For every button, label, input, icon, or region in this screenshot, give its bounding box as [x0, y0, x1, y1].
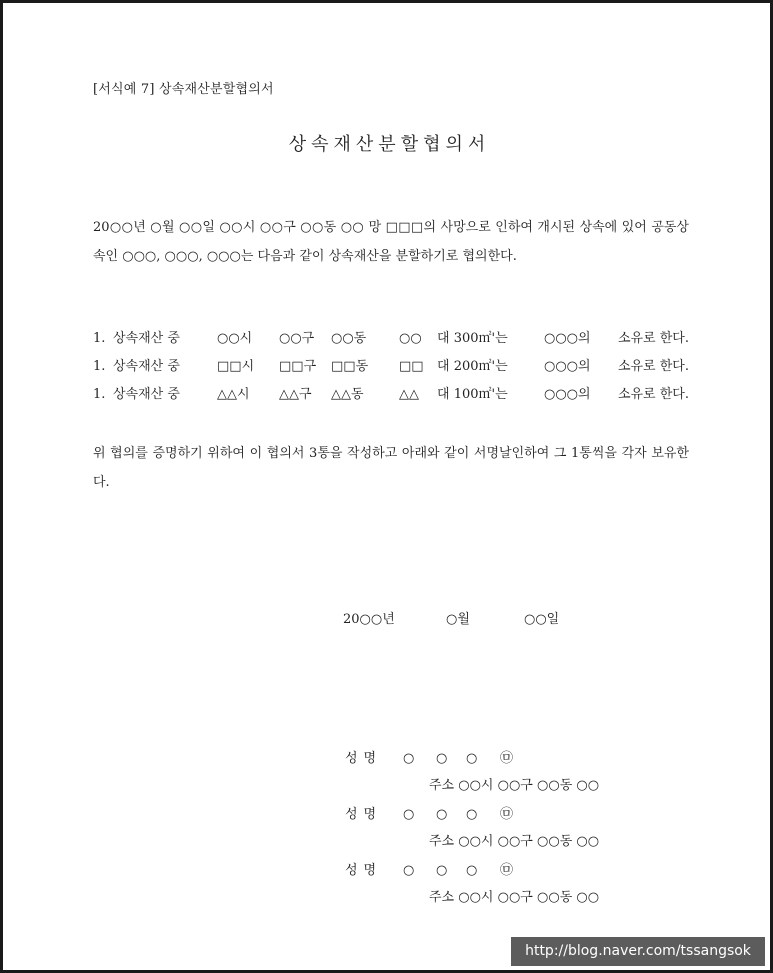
- item-city: ○○시: [217, 331, 253, 346]
- item-owner: ○○○의: [544, 331, 591, 346]
- item-area: 대 100㎡'는: [437, 387, 508, 402]
- item-district: □□구: [279, 359, 317, 374]
- name-placeholder: ○: [436, 751, 448, 766]
- estate-item-list: [93, 325, 689, 409]
- item-owner: ○○○의: [544, 387, 591, 402]
- date-month: ○월: [446, 612, 470, 627]
- signatory-block: [345, 802, 645, 856]
- name-label: 성명: [345, 807, 383, 822]
- item-number: 1.: [93, 387, 106, 402]
- item-city: △△시: [217, 387, 250, 402]
- item-city: □□시: [217, 359, 255, 374]
- name-placeholder: ○: [436, 807, 448, 822]
- seal-mark-icon: ㉤: [500, 863, 514, 878]
- item-district: ○○구: [279, 331, 315, 346]
- document-title: 상속재산분할협의서: [288, 134, 491, 155]
- item-neighborhood: □□동: [331, 359, 369, 374]
- item-ending: 소유로 한다.: [617, 359, 689, 374]
- item-subject: 상속재산 중: [113, 331, 180, 346]
- date-day: ○○일: [524, 612, 560, 627]
- item-ending: 소유로 한다.: [617, 331, 689, 346]
- signatory-address: 주소 ○○시 ○○구 ○○동 ○○: [429, 890, 600, 905]
- signatory-name-line: [345, 802, 645, 828]
- item-lot: □□: [399, 359, 424, 374]
- name-placeholder: ○: [403, 751, 415, 766]
- item-neighborhood: △△동: [331, 387, 364, 402]
- name-label: 성명: [345, 863, 383, 878]
- signatory-block: [345, 858, 645, 912]
- closing-paragraph: 위 협의를 증명하기 위하여 이 협의서 3통을 작성하고 아래와 같이 서명날인하여 그 1통씩을 각자 보유한다.: [93, 446, 689, 490]
- item-number: 1.: [93, 331, 106, 346]
- name-label: 성명: [345, 751, 383, 766]
- signatory-address: 주소 ○○시 ○○구 ○○동 ○○: [429, 778, 600, 793]
- date-year: 20○○년: [343, 612, 395, 627]
- item-subject: 상속재산 중: [113, 359, 180, 374]
- seal-mark-icon: ㉤: [500, 751, 514, 766]
- estate-item: [93, 353, 689, 381]
- item-owner: ○○○의: [544, 359, 591, 374]
- name-placeholder: ○: [436, 863, 448, 878]
- name-placeholder: ○: [403, 807, 415, 822]
- estate-item: [93, 325, 689, 353]
- name-placeholder: ○: [466, 863, 478, 878]
- signatory-name-line: [345, 858, 645, 884]
- item-district: △△구: [279, 387, 312, 402]
- name-placeholder: ○: [466, 751, 478, 766]
- item-subject: 상속재산 중: [113, 387, 180, 402]
- intro-paragraph: 20○○년 ○월 ○○일 ○○시 ○○구 ○○동 ○○ 망 □□□의 사망으로 인하여 개시된 상속에 있어 공동상속인 ○○○, ○○○, ○○○는 다음과 같이 상속재산을 분할하기로 협의한다.: [93, 220, 689, 264]
- item-area: 대 300㎡'는: [437, 331, 508, 346]
- estate-item: [93, 381, 689, 409]
- item-area: 대 200㎡'는: [437, 359, 508, 374]
- item-lot: △△: [399, 387, 419, 402]
- signatory-address: 주소 ○○시 ○○구 ○○동 ○○: [429, 834, 600, 849]
- item-neighborhood: ○○동: [331, 331, 367, 346]
- name-placeholder: ○: [466, 807, 478, 822]
- signatory-block: [345, 746, 645, 800]
- signatory-name-line: [345, 746, 645, 772]
- blog-url-watermark: http://blog.naver.com/tssangsok: [511, 937, 765, 966]
- seal-mark-icon: ㉤: [500, 807, 514, 822]
- item-lot: ○○: [399, 331, 422, 346]
- item-ending: 소유로 한다.: [617, 387, 689, 402]
- form-reference: [서식예 7] 상속재산분할협의서: [93, 82, 274, 97]
- item-number: 1.: [93, 359, 106, 374]
- name-placeholder: ○: [403, 863, 415, 878]
